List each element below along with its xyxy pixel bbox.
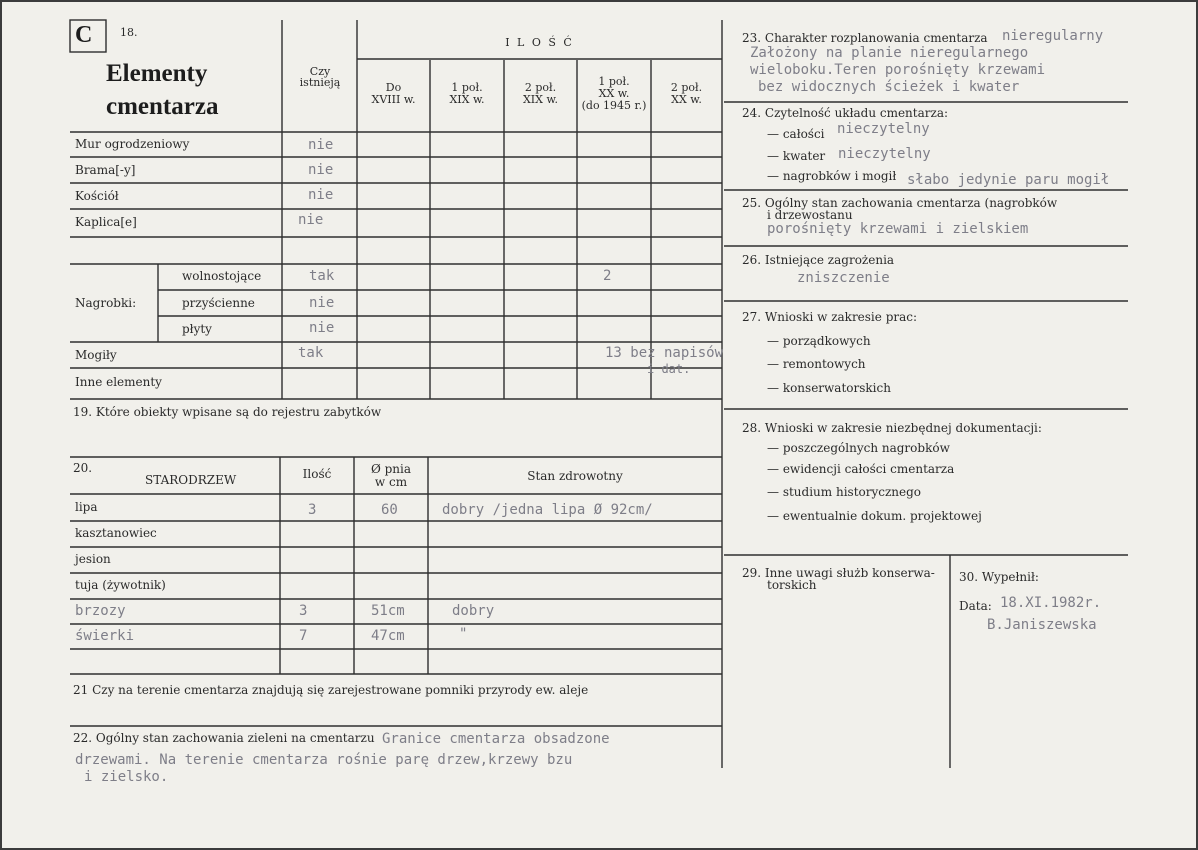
q23-answer-2: Założony na planie nieregularnego <box>750 45 1029 61</box>
tree-swierki-diameter: 47cm <box>371 628 405 644</box>
q19-label: 19. Które obiekty wpisane są do rejestru zabytków <box>73 405 382 419</box>
mogily-note-1: 13 bez napisów <box>605 345 724 361</box>
tree-swierki-name: świerki <box>75 628 135 644</box>
q24-label: 24. Czytelność układu cmentarza: <box>742 106 949 120</box>
q24-item-1-label: — całości <box>767 127 825 141</box>
nagrobki-slab-exists: nie <box>309 320 335 336</box>
q27-label: 27. Wnioski w zakresie prac: <box>742 310 918 324</box>
q26-answer: zniszczenie <box>797 270 890 286</box>
trees-header-condition: Stan zdrowotny <box>527 469 623 483</box>
tree-row-kasztanowiec: kasztanowiec <box>75 526 157 540</box>
row-label-church: Kościół <box>75 189 119 203</box>
q28-item-2: — ewidencji całości cmentarza <box>767 462 955 476</box>
tree-swierki-condition: " <box>459 626 468 642</box>
title-line-1: Elementy <box>106 60 208 87</box>
q30-label: 30. Wypełnił: <box>959 570 1039 584</box>
tree-brzozy-name: brzozy <box>75 603 126 619</box>
q24-item-1-answer: nieczytelny <box>837 121 930 137</box>
period-4-l1: 1 poł. <box>598 75 630 88</box>
q28-label: 28. Wnioski w zakresie niezbędnej dokumentacji: <box>742 421 1042 435</box>
q25-label-1: 25. Ogólny stan zachowania cmentarza (nagrobków <box>742 196 1058 210</box>
trees-header-diameter-2: w cm <box>374 475 408 489</box>
period-4-l3: (do 1945 r.) <box>581 99 647 112</box>
tree-lipa-condition: dobry /jedna lipa Ø 92cm/ <box>442 502 653 518</box>
row-label-gate: Brama[-y] <box>75 163 136 177</box>
q23-answer-3: wieloboku.Teren porośnięty krzewami <box>750 62 1046 78</box>
row-label-chapel: Kaplica[e] <box>75 215 137 229</box>
nagrobki-label: Nagrobki: <box>75 296 137 310</box>
tree-row-tuja: tuja (żywotnik) <box>75 578 166 592</box>
q27-item-3: — konserwatorskich <box>767 381 891 395</box>
trees-header-name: STARODRZEW <box>145 473 237 487</box>
q23-answer-4: bez widocznych ścieżek i kwater <box>758 79 1020 95</box>
q29-label-2: torskich <box>767 578 817 592</box>
nagrobki-wall-label: przyścienne <box>182 296 255 310</box>
q24-item-2-label: — kwater <box>767 149 826 163</box>
quantity-title: I L O Ś Ć <box>505 36 574 49</box>
period-2-l1: 1 poł. <box>451 81 483 94</box>
section-number: 18. <box>120 26 138 39</box>
trees-header-diameter-1: Ø pnia <box>370 462 412 476</box>
title-line-2: cmentarza <box>106 93 219 120</box>
period-2-l2: XIX w. <box>449 93 485 106</box>
q23-answer-1: nieregularny <box>1002 28 1104 44</box>
period-4-l2: XX w. <box>598 87 630 100</box>
q24-item-2-answer: nieczytelny <box>838 146 931 162</box>
q25-answer: porośnięty krzewami i zielskiem <box>767 221 1029 237</box>
q30-date: 18.XI.1982r. <box>1000 595 1102 611</box>
period-3-l2: XIX w. <box>522 93 559 106</box>
period-1-l1: Do <box>385 81 402 94</box>
q22-label: 22. Ogólny stan zachowania zieleni na cmentarzu <box>73 731 375 745</box>
period-5-l1: 2 poł. <box>670 81 703 94</box>
mogily-note-2: i dat. <box>647 362 691 376</box>
q22-answer-3: i zielsko. <box>84 769 169 785</box>
q27-item-2: — remontowych <box>767 357 866 371</box>
tree-brzozy-count: 3 <box>299 603 308 619</box>
nagrobki-slab-label: płyty <box>182 322 212 336</box>
row-exists-gate: nie <box>308 162 334 178</box>
mogily-exists: tak <box>298 345 324 361</box>
period-1-l2: XVIII w. <box>371 93 416 106</box>
tree-swierki-count: 7 <box>299 628 308 644</box>
q30-name: B.Janiszewska <box>987 617 1097 633</box>
period-3-l1: 2 poł. <box>524 81 557 94</box>
trees-header-count: Ilość <box>302 467 332 481</box>
mogily-label: Mogiły <box>75 348 117 362</box>
row-exists-church: nie <box>308 187 334 203</box>
q28-item-1: — poszczególnych nagrobków <box>767 441 950 455</box>
q24-item-3-answer: słabo jedynie paru mogił <box>907 172 1110 188</box>
tree-row-jesion: jesion <box>75 552 111 566</box>
tree-brzozy-diameter: 51cm <box>371 603 405 619</box>
inne-elementy-label: Inne elementy <box>75 375 162 389</box>
tree-lipa-count: 3 <box>308 502 317 518</box>
q25-label-2: i drzewostanu <box>767 208 853 222</box>
tree-row-lipa: lipa <box>75 500 98 514</box>
q26-label: 26. Istniejące zagrożenia <box>742 253 895 267</box>
nagrobki-freestanding-label: wolnostojące <box>182 269 262 283</box>
nagrobki-freestanding-exists: tak <box>309 268 335 284</box>
row-label-wall: Mur ogrodzeniowy <box>75 137 190 151</box>
section-letter: C <box>75 22 93 48</box>
nagrobki-wall-exists: nie <box>309 295 335 311</box>
q22-answer-1: Granice cmentarza obsadzone <box>382 731 610 747</box>
q23-label: 23. Charakter rozplanowania cmentarza <box>742 31 988 45</box>
nagrobki-freestanding-value: 2 <box>603 268 612 284</box>
trees-number: 20. <box>73 461 93 475</box>
q28-item-3: — studium historycznego <box>767 485 922 499</box>
q29-label-1: 29. Inne uwagi służb konserwa- <box>742 566 935 580</box>
q28-item-4: — ewentualnie dokum. projektowej <box>767 509 982 523</box>
exists-col-line1: Czy <box>309 65 331 78</box>
tree-brzozy-condition: dobry <box>452 603 495 619</box>
period-5-l2: XX w. <box>671 93 702 106</box>
q27-item-1: — porządkowych <box>767 334 871 348</box>
tree-lipa-diameter: 60 <box>381 502 398 518</box>
q22-answer-2: drzewami. Na terenie cmentarza rośnie parę drzew,krzewy bzu <box>75 752 573 768</box>
q21-label: 21 Czy na terenie cmentarza znajdują się zarejestrowane pomniki przyrody ew. aleje <box>73 683 589 697</box>
exists-col-line2: istnieją <box>299 76 341 89</box>
row-exists-wall: nie <box>308 137 334 153</box>
q30-date-label: Data: <box>959 599 992 613</box>
row-exists-chapel: nie <box>298 212 324 228</box>
q24-item-3-label: — nagrobków i mogił <box>767 169 897 183</box>
